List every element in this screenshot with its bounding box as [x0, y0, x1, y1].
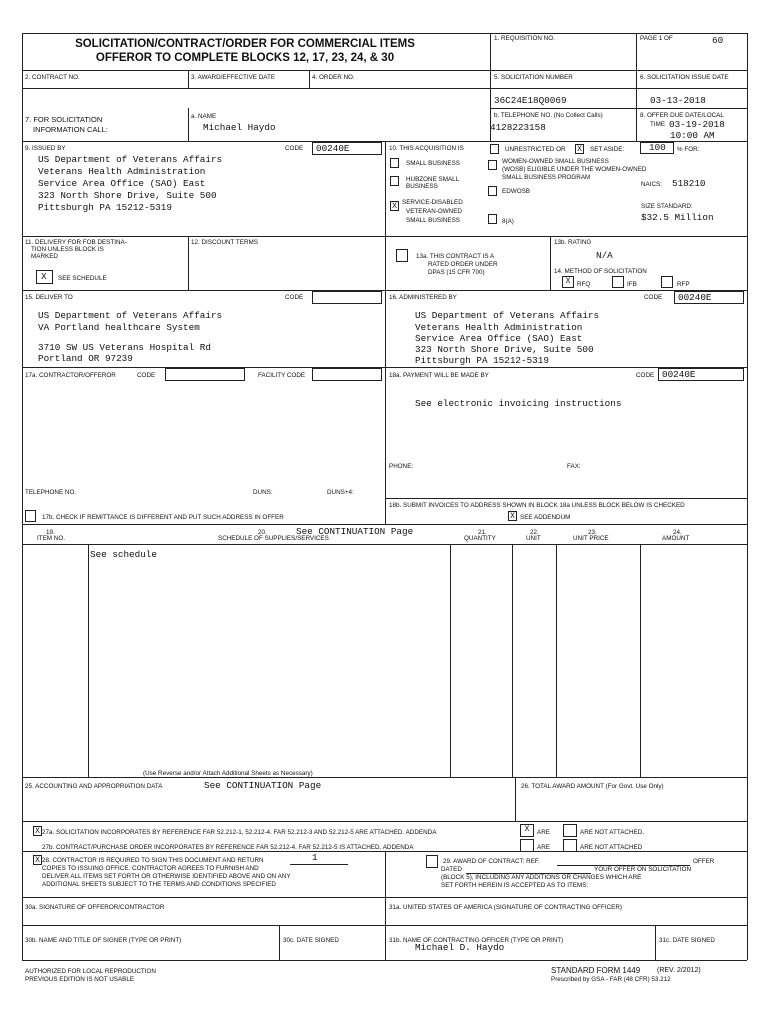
quantity-number: 21. — [478, 529, 487, 536]
payment-instructions: See electronic invoicing instructions — [415, 398, 622, 409]
item-no-header: ITEM NO. — [37, 535, 65, 542]
footer-reproduction: AUTHORIZED FOR LOCAL REPRODUCTION — [25, 968, 156, 975]
payment-code-box[interactable] — [658, 368, 744, 381]
payment-label: 18a. PAYMENT WILL BE MADE BY — [389, 372, 489, 379]
telephone-number[interactable]: 4128223158 — [490, 122, 546, 133]
issued-by-line-4: 323 North Shore Drive, Suite 500 — [38, 190, 217, 201]
schedule-continuation: See CONTINUATION Page — [296, 526, 414, 537]
set-aside-percent-box[interactable] — [640, 142, 674, 154]
issued-by-code-box[interactable] — [312, 142, 382, 155]
total-award-label: 26. TOTAL AWARD AMOUNT (For Govt. Use Only) — [521, 783, 664, 790]
officer-signature-label: 31a. UNITED STATES OF AMERICA (SIGNATURE OF CONTRACTING OFFICER) — [389, 904, 623, 911]
officer-date-label: 31c. DATE SIGNED — [659, 937, 715, 944]
size-standard-label: SIZE STANDARD: — [641, 203, 693, 210]
solicitation-info-label-2: INFORMATION CALL: — [33, 125, 108, 134]
edwosb-checkbox[interactable] — [488, 186, 497, 196]
rated-order-label-3: DPAS (15 CFR 700) — [428, 269, 485, 276]
order-no-label: 4. ORDER NO. — [312, 74, 355, 81]
payment-code-label: CODE — [636, 372, 655, 379]
page-label: PAGE 1 OF — [640, 35, 673, 42]
item-no-number: 19. — [46, 529, 55, 536]
payment-phone-label: PHONE: — [389, 463, 414, 470]
delivery-fob-label-2: TION UNLESS BLOCK IS — [31, 246, 104, 253]
reverse-note: (Use Reverse and/or Attach Additional Sheets as Necessary) — [143, 770, 313, 777]
clause-27b-not-attached-checkbox[interactable] — [563, 839, 577, 852]
award-date-label: 3. AWARD/EFFECTIVE DATE — [191, 74, 276, 81]
amount-number: 24. — [673, 529, 682, 536]
rfq-checkbox[interactable]: X — [562, 276, 574, 288]
clause-27b-label: 27b. CONTRACT/PURCHASE ORDER INCORPORATES BY REFERENCE FAR 52.212-4. FAR 52.212-5 IS ATTACHED. ADDENDA — [42, 844, 414, 851]
edwosb-label: EDWOSB — [502, 188, 530, 195]
clause-27b-not-attached-label: ARE NOT ATTACHED — [580, 844, 643, 851]
set-aside-checkbox[interactable]: X — [575, 144, 584, 154]
issued-by-line-3: Service Area Office (SAO) East — [38, 178, 206, 189]
sdvosb-label-2: VETERAN-OWNED — [406, 208, 462, 215]
issued-by-code: 00240E — [316, 143, 350, 154]
unit-number: 22. — [530, 529, 539, 536]
see-addendum-label: SEE ADDENDUM — [520, 514, 571, 521]
items-body: See schedule — [90, 549, 157, 560]
rating-label: 13b. RATING — [554, 239, 592, 246]
issued-by-line-5: Pittsburgh PA 15212-5319 — [38, 202, 172, 213]
duns-label: DUNS: — [253, 489, 273, 496]
hubzone-label-1: HUBZONE SMALL — [406, 176, 460, 183]
unrestricted-label: UNRESTRICTED OR — [505, 146, 566, 153]
unit-price-number: 23. — [588, 529, 597, 536]
administered-by-label: 16. ADMINISTERED BY — [389, 294, 457, 301]
award-line-3: (BLOCK 5), INCLUDING ANY ADDITIONS OR CHANGES WHICH ARE — [441, 874, 642, 881]
amount-header: AMOUNT — [662, 535, 690, 542]
rating-value[interactable]: N/A — [596, 250, 613, 261]
offer-due-time[interactable]: 10:00 AM — [670, 130, 715, 141]
contract-no-label: 2. CONTRACT NO. — [25, 74, 80, 81]
administered-by-line-4: 323 North Shore Drive, Suite 500 — [415, 344, 594, 355]
wosb-checkbox[interactable] — [488, 160, 497, 170]
ifb-checkbox[interactable] — [612, 276, 624, 288]
contractor-label: 17a. CONTRACTOR/OFFEROR — [25, 372, 116, 379]
deliver-to-code-box[interactable] — [312, 291, 382, 304]
signer-date-label: 30c. DATE SIGNED — [283, 937, 339, 944]
administered-by-code-box[interactable] — [674, 291, 744, 304]
footer-previous-edition: PREVIOUS EDITION IS NOT USABLE — [25, 976, 135, 983]
contractor-code-box[interactable] — [165, 368, 245, 381]
clause-28-line-1: 28. CONTRACTOR IS REQUIRED TO SIGN THIS DOCUMENT AND RETURN — [42, 857, 264, 864]
copies-field[interactable] — [290, 864, 348, 865]
deliver-to-line-1: US Department of Veterans Affairs — [38, 310, 223, 321]
sdvosb-label-1: SERVICE-DISABLED — [402, 199, 463, 206]
see-schedule-label: SEE SCHEDULE — [58, 275, 107, 282]
administered-by-line-3: Service Area Office (SAO) East — [415, 333, 583, 344]
award-checkbox[interactable] — [426, 855, 438, 868]
accounting-label: 25. ACCOUNTING AND APPROPRIATION DATA — [25, 783, 163, 790]
contact-name[interactable]: Michael Haydo — [203, 122, 276, 133]
deliver-to-label: 15. DELIVER TO — [25, 294, 73, 301]
clause-27b-are-checkbox[interactable] — [520, 839, 534, 852]
accounting-data: See CONTINUATION Page — [204, 780, 322, 791]
hubzone-label-2: BUSINESS — [406, 183, 438, 190]
footer-form-name: STANDARD FORM 1449 — [551, 966, 641, 975]
contractor-code-label: CODE — [137, 372, 156, 379]
payment-code: 00240E — [662, 369, 696, 380]
solicitation-number[interactable]: 36C24E18Q0069 — [494, 95, 567, 106]
issued-by-label: 9. ISSUED BY — [25, 145, 66, 152]
facility-code-label: FACILITY CODE — [258, 372, 306, 379]
percent-for-label: % FOR: — [677, 146, 700, 153]
offer-due-time-label: TIME — [650, 121, 666, 128]
delivery-fob-label-1: 11. DELIVERY FOR FOB DESTINA- — [25, 239, 127, 246]
rated-order-label-1: 13a. THIS CONTRACT IS A — [416, 253, 495, 260]
administered-by-code-label: CODE — [644, 294, 663, 301]
contact-name-label: a. NAME — [191, 113, 217, 120]
issued-by-line-2: Veterans Health Administration — [38, 166, 206, 177]
set-aside-label: SET ASIDE: — [590, 146, 625, 153]
clause-28-line-3: DELIVER ALL ITEMS SET FORTH OR OTHERWISE IDENTIFIED ABOVE AND ON ANY — [42, 873, 291, 880]
small-business-checkbox[interactable] — [390, 158, 399, 168]
unit-header: UNIT — [526, 535, 541, 542]
eight-a-label: 8(A) — [502, 218, 514, 225]
issued-by-code-label: CODE — [285, 145, 304, 152]
clause-27a-are-checkbox[interactable]: X — [520, 824, 534, 837]
unrestricted-checkbox[interactable] — [490, 144, 499, 154]
award-line-1: 29. AWARD OF CONTRACT: REF. — [443, 858, 540, 865]
clause-28-line-4: ADDITIONAL SHEETS SUBJECT TO THE TERMS AND CONDITIONS SPECIFIED — [42, 881, 276, 888]
offer-due-date[interactable]: 03-19-2018 — [669, 119, 725, 130]
officer-name-label: 31b. NAME OF CONTRACTING OFFICER (TYPE OR PRINT) — [389, 937, 564, 944]
form-title-line1: SOLICITATION/CONTRACT/ORDER FOR COMMERCIAL ITEMS — [75, 38, 415, 50]
rfq-label: RFQ — [577, 281, 591, 288]
wosb-label-1: WOMEN-OWNED SMALL BUSINESS — [502, 158, 609, 165]
deliver-to-line-2: VA Portland healthcare System — [38, 322, 200, 333]
rated-order-label-2: RATED ORDER UNDER — [428, 261, 498, 268]
page-total: 60 — [712, 35, 724, 46]
issued-by-line-1: US Department of Veterans Affairs — [38, 154, 223, 165]
deliver-to-line-4: 3710 SW US Veterans Hospital Rd — [38, 342, 211, 353]
see-addendum-checkbox[interactable]: X — [508, 511, 517, 521]
administered-by-line-1: US Department of Veterans Affairs — [415, 310, 600, 321]
clause-27a-not-attached-checkbox[interactable] — [563, 824, 577, 837]
award-line-2b: YOUR OFFER ON SOLICITATION — [594, 866, 692, 873]
issue-date[interactable]: 03-13-2018 — [650, 95, 706, 106]
signer-name-label: 30b. NAME AND TITLE OF SIGNER (TYPE OR PRINT) — [25, 937, 182, 944]
clause-27a-label: 27a. SOLICITATION INCORPORATES BY REFERENCE FAR 52.212-1, 52.212-4. FAR 52.212-3 AND 52.212-5 ARE ATTACHED. ADDENDA — [42, 829, 437, 836]
award-offer-label: OFFER — [693, 858, 715, 865]
size-standard[interactable]: $32.5 Million — [641, 212, 714, 223]
eight-a-checkbox[interactable] — [488, 214, 497, 224]
award-line-4: SET FORTH HEREIN IS ACCEPTED AS TO ITEMS: — [441, 882, 589, 889]
administered-by-line-5: Pittsburgh PA 15212-5319 — [415, 355, 549, 366]
clause-27b-are-label: ARE — [537, 844, 550, 851]
discount-terms-label: 12. DISCOUNT TERMS — [191, 239, 258, 246]
sdvosb-label-3: SMALL BUSINESS — [406, 217, 461, 224]
clause-27a-are-label: ARE — [537, 829, 550, 836]
offer-due-label: 8. OFFER DUE DATE/LOCAL — [640, 112, 724, 119]
rfp-checkbox[interactable] — [661, 276, 673, 288]
schedule-header: SCHEDULE OF SUPPLIES/SERVICES — [218, 535, 329, 542]
unit-price-header: UNIT PRICE — [573, 535, 609, 542]
hubzone-checkbox[interactable] — [390, 176, 399, 186]
ifb-label: IFB — [627, 281, 637, 288]
facility-code-box[interactable] — [312, 368, 382, 381]
solicitation-info-label-1: 7. FOR SOLICITATION — [25, 115, 103, 124]
rated-order-checkbox[interactable] — [396, 249, 408, 262]
telephone-label: b. TELEPHONE NO. (No Collect Calls) — [494, 112, 603, 119]
remittance-checkbox[interactable] — [25, 510, 36, 522]
acquisition-label: 10. THIS ACQUISITION IS — [389, 145, 464, 152]
duns4-label: DUNS+4: — [327, 489, 354, 496]
quantity-header: QUANTITY — [464, 535, 496, 542]
clause-27a-checkbox[interactable]: X — [33, 826, 42, 836]
payment-fax-label: FAX: — [567, 463, 581, 470]
issue-date-label: 6. SOLICITATION ISSUE DATE — [640, 74, 729, 81]
copies-count: 1 — [312, 852, 318, 863]
sdvosb-checkbox[interactable]: X — [390, 201, 399, 211]
clause-28-line-2: COPIES TO ISSUING OFFICE. CONTRACTOR AGREES TO FURNISH AND — [42, 865, 259, 872]
administered-by-code: 00240E — [678, 292, 712, 303]
method-label: 14. METHOD OF SOLICITATION — [554, 268, 647, 275]
deliver-to-code-label: CODE — [285, 294, 304, 301]
submit-invoices-label: 18b. SUBMIT INVOICES TO ADDRESS SHOWN IN BLOCK 18a UNLESS BLOCK BELOW IS CHECKED — [389, 502, 685, 509]
footer-prescribed: Prescribed by GSA - FAR (48 CFR) 53.212 — [551, 976, 671, 983]
wosb-label-3: SMALL BUSINESS PROGRAM — [502, 174, 591, 181]
officer-name: Michael D. Haydo — [415, 942, 505, 953]
see-schedule-mark: X — [41, 271, 47, 282]
offeror-signature-label: 30a. SIGNATURE OF OFFEROR/CONTRACTOR — [25, 904, 165, 911]
requisition-label: 1. REQUISITION NO. — [494, 35, 555, 42]
small-business-label: SMALL BUSINESS — [406, 160, 461, 167]
deliver-to-line-5: Portland OR 97239 — [38, 353, 133, 364]
schedule-number: 20. — [258, 529, 267, 536]
award-line-2: DATED — [441, 866, 462, 873]
form-title-line2: OFFEROR TO COMPLETE BLOCKS 12, 17, 23, 24, & 30 — [95, 52, 395, 64]
clause-27a-not-attached-label: ARE NOT ATTACHED. — [580, 829, 645, 836]
naics-code[interactable]: 518210 — [672, 178, 706, 189]
wosb-label-2: (WOSB) ELIGIBLE UNDER THE WOMEN-OWNED — [502, 166, 647, 173]
see-schedule-checkbox[interactable] — [36, 270, 53, 284]
delivery-fob-label-3: MARKED — [31, 253, 58, 260]
naics-label: NAICS: — [641, 181, 662, 188]
rfp-label: RFP — [677, 281, 690, 288]
contractor-telephone-label: TELEPHONE NO. — [25, 489, 77, 496]
set-aside-percent: 100 — [649, 142, 666, 153]
footer-revision: (REV. 2/2012) — [657, 967, 701, 974]
clause-28-checkbox[interactable]: X — [33, 855, 42, 865]
administered-by-line-2: Veterans Health Administration — [415, 322, 583, 333]
solicitation-number-label: 5. SOLICITATION NUMBER — [494, 74, 573, 81]
remittance-label: 17b. CHECK IF REMITTANCE IS DIFFERENT AND PUT SUCH ADDRESS IN OFFER — [42, 514, 284, 521]
